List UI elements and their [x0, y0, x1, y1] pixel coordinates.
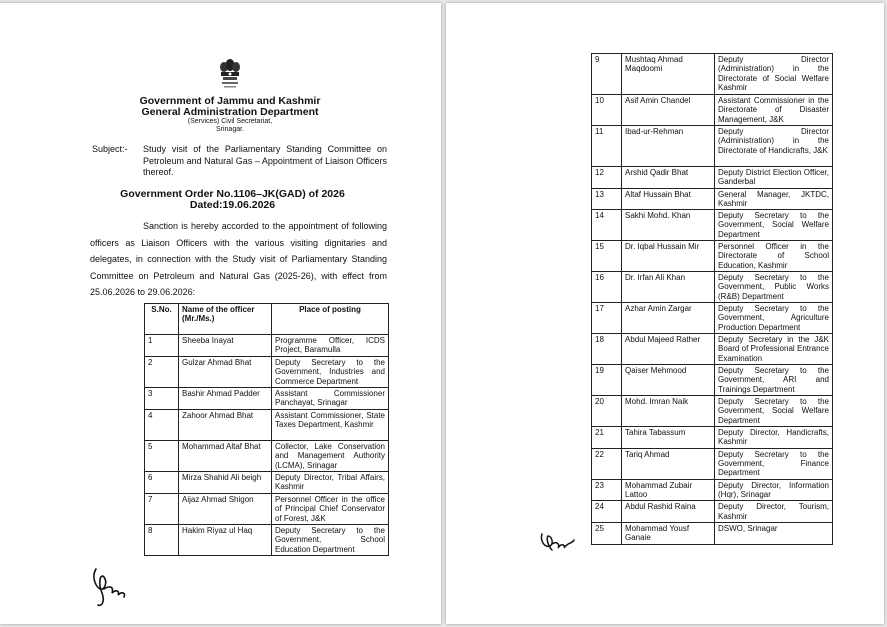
document-page-2	[446, 3, 884, 624]
table-row	[592, 522, 833, 544]
officer-name-cell: Sakhi Mohd. Khan	[622, 210, 715, 241]
place-of-posting-cell: Deputy Secretary to the Government, Finance Department	[715, 448, 833, 479]
place-of-posting-cell: DSWO, Srinagar	[715, 522, 833, 544]
officer-name-cell: Altaf Hussain Bhat	[622, 188, 715, 210]
table-row	[592, 501, 833, 523]
sno-cell: 4	[145, 410, 179, 441]
header-name: Name of the officer (Mr./Ms.)	[179, 304, 272, 335]
order-date: Dated:19.06.2026	[189, 199, 276, 211]
place-of-posting-cell: Assistant Commissioner Panchayat, Srinagar	[272, 388, 389, 410]
officer-name-cell: Mohammad Zubair Lattoo	[622, 479, 715, 501]
place-of-posting-cell: Assistant Commissioner, State Taxes Department, Kashmir	[272, 410, 389, 441]
table-row	[592, 54, 833, 95]
sno-cell: 6	[145, 472, 179, 494]
table-row	[592, 427, 833, 449]
place-of-posting-cell: Deputy Secretary in the J&K Board of Professional Entrance Examination	[715, 334, 833, 365]
place-of-posting-cell: Assistant Commissioner in the Directorate of Disaster Management, J&K	[715, 95, 833, 126]
header-place: Place of posting	[272, 304, 389, 335]
table-row	[145, 357, 389, 388]
header-sno: S.No.	[145, 304, 179, 335]
table-row	[592, 210, 833, 241]
table-row	[592, 448, 833, 479]
place-of-posting-cell: Deputy Director (Administration) in the Directorate of Social Welfare Kashmir	[715, 54, 833, 95]
sno-cell: 8	[145, 525, 179, 556]
place-of-posting-cell: Deputy Director, Handicrafts, Kashmir	[715, 427, 833, 449]
sno-cell: 21	[592, 427, 622, 449]
sno-cell: 12	[592, 167, 622, 189]
state-emblem-icon	[218, 58, 242, 94]
sno-cell: 14	[592, 210, 622, 241]
place-of-posting-cell: Deputy Secretary to the Government, Industries and Commerce Department	[272, 357, 389, 388]
officer-name-cell: Abdul Majeed Rather	[622, 334, 715, 365]
place-of-posting-cell: Personnel Officer in the office of Principal Chief Conservator of Forest, J&K	[272, 494, 389, 525]
document-page-1	[0, 3, 441, 624]
order-number: Government Order No.1106–JK(GAD) of 2026	[120, 188, 345, 200]
table-row	[592, 167, 833, 189]
sno-cell: 2	[145, 357, 179, 388]
officer-name-cell: Qaiser Mehmood	[622, 365, 715, 396]
place-of-posting-cell: Deputy Director, Information (Hqr), Srinagar	[715, 479, 833, 501]
place-of-posting-cell: Deputy Secretary to the Government, Agriculture Production Department	[715, 303, 833, 334]
officer-name-cell: Hakim Riyaz ul Haq	[179, 525, 272, 556]
officer-name-cell: Tariq Ahmad	[622, 448, 715, 479]
sno-cell: 7	[145, 494, 179, 525]
table-row	[592, 272, 833, 303]
place-of-posting-cell: Deputy Secretary to the Government, Social Welfare Department	[715, 396, 833, 427]
table-header-row	[145, 304, 389, 335]
table-row	[592, 479, 833, 501]
officer-name-cell: Tahira Tabassum	[622, 427, 715, 449]
sno-cell: 23	[592, 479, 622, 501]
sno-cell: 19	[592, 365, 622, 396]
officer-name-cell: Arshid Qadir Bhat	[622, 167, 715, 189]
subject-text: Study visit of the Parliamentary Standing Committee on Petroleum and Natural Gas – Appointment of Liaison Officers thereof.	[143, 144, 387, 177]
table-row	[592, 95, 833, 126]
subject-label: Subject:-	[92, 144, 128, 154]
officer-name-cell: Mirza Shahid Ali beigh	[179, 472, 272, 494]
officer-name-cell: Sheeba Inayat	[179, 335, 272, 357]
table-row	[592, 126, 833, 167]
place-of-posting-cell: Deputy Secretary to the Government, ARI and Trainings Department	[715, 365, 833, 396]
place-of-posting-cell: Personnel Officer in the Directorate of School Education, Kashmir	[715, 241, 833, 272]
officers-table-page-2	[591, 53, 833, 545]
sno-cell: 22	[592, 448, 622, 479]
sno-cell: 13	[592, 188, 622, 210]
officer-name-cell: Azhar Amin Zargar	[622, 303, 715, 334]
sno-cell: 20	[592, 396, 622, 427]
table-row	[145, 388, 389, 410]
place-of-posting-cell: Deputy Secretary to the Government, Social Welfare Department	[715, 210, 833, 241]
table-row	[592, 396, 833, 427]
place-of-posting-cell: Deputy Director, Tribal Affairs, Kashmir	[272, 472, 389, 494]
officer-name-cell: Aijaz Ahmad Shigon	[179, 494, 272, 525]
sno-cell: 5	[145, 441, 179, 472]
sno-cell: 24	[592, 501, 622, 523]
header-government: Government of Jammu and Kashmir	[139, 95, 321, 107]
officer-name-cell: Mushtaq Ahmad Maqdoomi	[622, 54, 715, 95]
place-of-posting-cell: Deputy Director, Tourism, Kashmir	[715, 501, 833, 523]
sno-cell: 1	[145, 335, 179, 357]
sno-cell: 10	[592, 95, 622, 126]
table-row	[145, 525, 389, 556]
officers-table-page-1	[144, 303, 389, 556]
table-row	[145, 441, 389, 472]
place-of-posting-cell: General Manager, JKTDC, Kashmir	[715, 188, 833, 210]
sno-cell: 15	[592, 241, 622, 272]
place-of-posting-cell: Collector, Lake Conservation and Management Authority (LCMA), Srinagar	[272, 441, 389, 472]
table-row	[145, 494, 389, 525]
place-of-posting-cell: Programme Officer, ICDS Project, Baramulla	[272, 335, 389, 357]
officer-name-cell: Dr. Iqbal Hussain Mir	[622, 241, 715, 272]
header-department: General Administration Department	[141, 106, 319, 118]
sno-cell: 25	[592, 522, 622, 544]
sno-cell: 18	[592, 334, 622, 365]
officer-name-cell: Mohammad Altaf Bhat	[179, 441, 272, 472]
table-row	[145, 472, 389, 494]
table-row	[145, 410, 389, 441]
table-row	[592, 365, 833, 396]
officer-name-cell: Asif Amin Chandel	[622, 95, 715, 126]
officer-name-cell: Gulzar Ahmad Bhat	[179, 357, 272, 388]
place-of-posting-cell: Deputy Secretary to the Government, School Education Department	[272, 525, 389, 556]
signature-image	[88, 563, 130, 611]
table-row	[145, 335, 389, 357]
officer-name-cell: Zahoor Ahmad Bhat	[179, 410, 272, 441]
sno-cell: 11	[592, 126, 622, 167]
place-of-posting-cell: Deputy District Election Officer, Ganderbal	[715, 167, 833, 189]
sno-cell: 17	[592, 303, 622, 334]
officer-name-cell: Abdul Rashid Raina	[622, 501, 715, 523]
officer-name-cell: Bashir Ahmad Padder	[179, 388, 272, 410]
table-row	[592, 241, 833, 272]
signature-image	[538, 526, 578, 556]
officer-name-cell: Mohd. Imran Naik	[622, 396, 715, 427]
order-body-text: Sanction is hereby accorded to the appointment of following officers as Liaison Officers with the various visiting dignitaries and delegates, in connection with the Study visit of Parliamentary Standing Committee on Petroleum and Natural Gas (2025-26), with effect from 25.06.2026 to 29.06.2026:	[90, 221, 387, 297]
sno-cell: 16	[592, 272, 622, 303]
table-row	[592, 188, 833, 210]
header-office: (Services) Civil Secretariat,	[187, 118, 273, 125]
sno-cell: 9	[592, 54, 622, 95]
place-of-posting-cell: Deputy Director (Administration) in the Directorate of Handicrafts, J&K	[715, 126, 833, 167]
sno-cell: 3	[145, 388, 179, 410]
header-city: Srinagar.	[215, 126, 245, 133]
table-row	[592, 334, 833, 365]
officer-name-cell: Mohammad Yousf Ganaie	[622, 522, 715, 544]
officer-name-cell: Dr. Irfan Ali Khan	[622, 272, 715, 303]
officer-name-cell: Ibad-ur-Rehman	[622, 126, 715, 167]
place-of-posting-cell: Deputy Secretary to the Government, Public Works (R&B) Department	[715, 272, 833, 303]
table-row	[592, 303, 833, 334]
